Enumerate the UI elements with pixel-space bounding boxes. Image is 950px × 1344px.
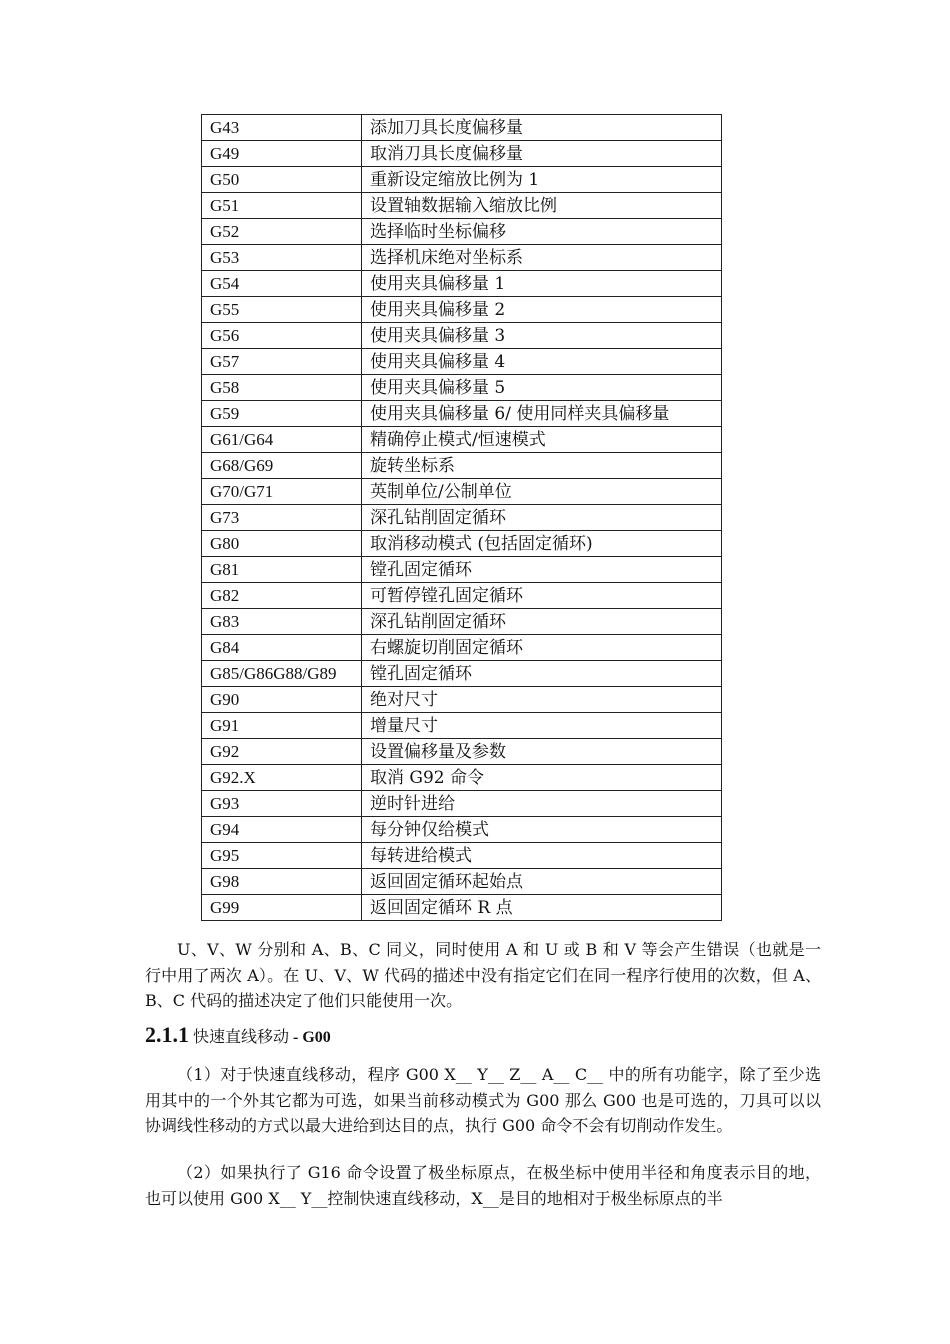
section-code: - G00: [289, 1029, 331, 1046]
table-row: [202, 713, 722, 739]
description-cell: 使用夹具偏移量 4: [362, 349, 722, 375]
table-row: [202, 453, 722, 479]
gcode-cell: G73: [202, 505, 362, 531]
gcode-cell: G94: [202, 817, 362, 843]
gcode-table: [201, 114, 722, 921]
gcode-cell: G49: [202, 141, 362, 167]
gcode-cell: G80: [202, 531, 362, 557]
gcode-cell: G84: [202, 635, 362, 661]
description-cell: 使用夹具偏移量 2: [362, 297, 722, 323]
table-row: [202, 765, 722, 791]
description-cell: 增量尺寸: [362, 713, 722, 739]
table-row: [202, 583, 722, 609]
description-cell: 返回固定循环 R 点: [362, 895, 722, 921]
description-cell: 逆时针进给: [362, 791, 722, 817]
table-row: [202, 661, 722, 687]
table-row: [202, 193, 722, 219]
description-cell: 选择临时坐标偏移: [362, 219, 722, 245]
table-row: [202, 167, 722, 193]
table-row: [202, 843, 722, 869]
description-cell: 精确停止模式/恒速模式: [362, 427, 722, 453]
gcode-cell: G83: [202, 609, 362, 635]
table-row: [202, 141, 722, 167]
paragraph-g00-1: （1）对于快速直线移动，程序 G00 X__ Y__ Z__ A__ C__ 中的所有功能字，除了至少选用其中的一个外其它都为可选，如果当前移动模式为 G00 那么 G00 也是可选的，刀具可以以协调线性移动的方式以最大进给到达目的点，执行 G00 命令不会有切削动作发生。: [145, 1065, 821, 1135]
table-row: [202, 479, 722, 505]
gcode-cell: G90: [202, 687, 362, 713]
table-row: [202, 609, 722, 635]
gcode-cell: G99: [202, 895, 362, 921]
description-cell: 使用夹具偏移量 3: [362, 323, 722, 349]
table-row: [202, 271, 722, 297]
table-row: [202, 687, 722, 713]
gcode-cell: G43: [202, 115, 362, 141]
paragraph-g00-2: （2）如果执行了 G16 命令设置了极坐标原点，在极坐标中使用半径和角度表示目的地，也可以使用 G00 X__ Y__控制快速直线移动，X__是目的地相对于极坐标原点的半: [145, 1163, 821, 1208]
description-cell: 取消刀具长度偏移量: [362, 141, 722, 167]
description-cell: 每分钟仅给模式: [362, 817, 722, 843]
gcode-cell: G54: [202, 271, 362, 297]
gcode-cell: G55: [202, 297, 362, 323]
gcode-cell: G70/G71: [202, 479, 362, 505]
gcode-cell: G93: [202, 791, 362, 817]
table-row: [202, 297, 722, 323]
table-row: [202, 401, 722, 427]
gcode-cell: G92.X: [202, 765, 362, 791]
table-row: [202, 245, 722, 271]
description-cell: 镗孔固定循环: [362, 661, 722, 687]
table-row: [202, 557, 722, 583]
gcode-cell: G50: [202, 167, 362, 193]
description-cell: 旋转坐标系: [362, 453, 722, 479]
description-cell: 使用夹具偏移量 5: [362, 375, 722, 401]
description-cell: 设置轴数据输入缩放比例: [362, 193, 722, 219]
description-cell: 绝对尺寸: [362, 687, 722, 713]
table-row: [202, 115, 722, 141]
section-number: 2.1.1: [145, 1022, 189, 1047]
gcode-cell: G98: [202, 869, 362, 895]
description-cell: 右螺旋切削固定循环: [362, 635, 722, 661]
table-row: [202, 349, 722, 375]
table-row: [202, 219, 722, 245]
gcode-cell: G95: [202, 843, 362, 869]
table-row: [202, 869, 722, 895]
table-row: [202, 895, 722, 921]
description-cell: 取消 G92 命令: [362, 765, 722, 791]
gcode-table-body: [202, 115, 722, 921]
table-row: [202, 791, 722, 817]
description-cell: 镗孔固定循环: [362, 557, 722, 583]
description-cell: 重新设定缩放比例为 1: [362, 167, 722, 193]
description-cell: 选择机床绝对坐标系: [362, 245, 722, 271]
table-row: [202, 427, 722, 453]
description-cell: 深孔钻削固定循环: [362, 505, 722, 531]
description-cell: 深孔钻削固定循环: [362, 609, 722, 635]
gcode-cell: G58: [202, 375, 362, 401]
table-row: [202, 635, 722, 661]
gcode-cell: G52: [202, 219, 362, 245]
table-row: [202, 375, 722, 401]
gcode-cell: G82: [202, 583, 362, 609]
description-cell: 添加刀具长度偏移量: [362, 115, 722, 141]
section-heading: [145, 1022, 331, 1048]
gcode-cell: G57: [202, 349, 362, 375]
paragraph-uvw: U、V、W 分别和 A、B、C 同义，同时使用 A 和 U 或 B 和 V 等会产生错误（也就是一行中用了两次 A）。在 U、V、W 代码的描述中没有指定它们在同一程序行使用的次数，但 A、B、C 代码的描述决定了他们只能使用一次。: [145, 940, 821, 1010]
gcode-cell: G92: [202, 739, 362, 765]
gcode-cell: G68/G69: [202, 453, 362, 479]
description-cell: 使用夹具偏移量 1: [362, 271, 722, 297]
gcode-cell: G81: [202, 557, 362, 583]
table-row: [202, 817, 722, 843]
table-row: [202, 739, 722, 765]
gcode-cell: G91: [202, 713, 362, 739]
gcode-cell: G61/G64: [202, 427, 362, 453]
gcode-cell: G56: [202, 323, 362, 349]
section-title: 快速直线移动: [193, 1027, 290, 1046]
description-cell: 使用夹具偏移量 6/ 使用同样夹具偏移量: [362, 401, 722, 427]
gcode-cell: G51: [202, 193, 362, 219]
table-row: [202, 531, 722, 557]
table-row: [202, 323, 722, 349]
description-cell: 英制单位/公制单位: [362, 479, 722, 505]
gcode-cell: G85/G86G88/G89: [202, 661, 362, 687]
gcode-cell: G53: [202, 245, 362, 271]
description-cell: 每转进给模式: [362, 843, 722, 869]
description-cell: 取消移动模式 (包括固定循环): [362, 531, 722, 557]
table-row: [202, 505, 722, 531]
description-cell: 设置偏移量及参数: [362, 739, 722, 765]
description-cell: 返回固定循环起始点: [362, 869, 722, 895]
description-cell: 可暂停镗孔固定循环: [362, 583, 722, 609]
gcode-cell: G59: [202, 401, 362, 427]
